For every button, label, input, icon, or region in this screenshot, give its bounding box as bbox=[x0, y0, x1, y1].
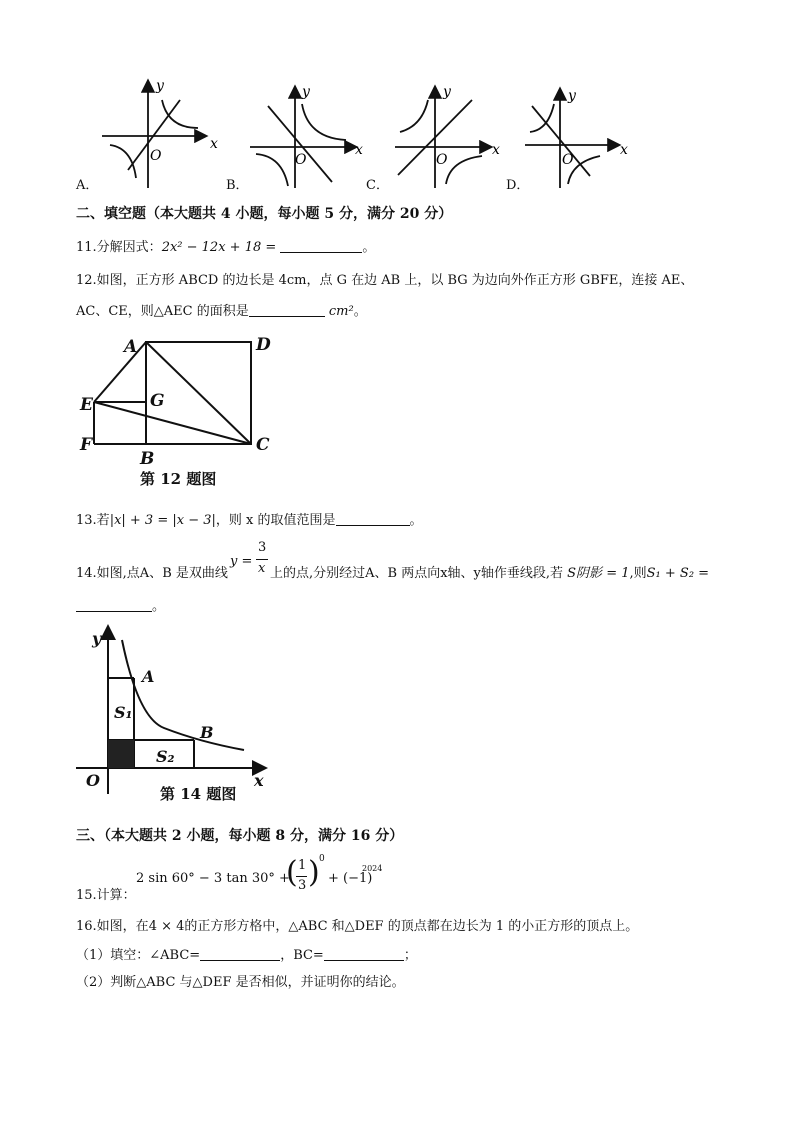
q11 bbox=[76, 238, 375, 257]
q14-prefix: 14.如图,点A、B 是双曲线 bbox=[76, 566, 228, 581]
graph-d-x-label: x bbox=[620, 142, 628, 158]
q14-label-o: O bbox=[86, 771, 100, 790]
q14-sum: S₁ + S₂ = bbox=[646, 566, 710, 581]
q15-frac-num: 1 bbox=[298, 858, 307, 873]
q11-end: 。 bbox=[362, 240, 376, 255]
q15-expr-a: 2 sin 60° − 3 tan 30° + bbox=[136, 871, 290, 886]
q14-end: 。 bbox=[152, 599, 166, 614]
q14-then: ,则 bbox=[629, 566, 647, 581]
q15-exp0: 0 bbox=[319, 854, 325, 864]
q12-label-a: A bbox=[124, 337, 138, 357]
q16-grid: 4 × 4 bbox=[148, 919, 185, 934]
graph-a-y-label: y bbox=[156, 78, 164, 94]
graph-a-x-label: x bbox=[210, 136, 218, 152]
q13-prefix: 13.若 bbox=[76, 513, 110, 528]
option-c-label: C． bbox=[366, 178, 389, 193]
graph-d bbox=[525, 90, 618, 188]
q12-label-f: F bbox=[80, 435, 93, 455]
q14-label-s1: S₁ bbox=[114, 703, 133, 722]
q16-angle-blank[interactable] bbox=[200, 946, 280, 961]
q14-label-x: x bbox=[254, 771, 264, 790]
q12-answer-blank[interactable] bbox=[249, 302, 325, 317]
q12-label-d: D bbox=[256, 335, 271, 355]
q15-frac-den: 3 bbox=[298, 878, 307, 893]
q14-function bbox=[230, 540, 270, 580]
q12-figure bbox=[76, 330, 286, 490]
q16-line1 bbox=[76, 918, 638, 936]
graph-c-y-label: y bbox=[443, 84, 451, 100]
q14-mid: 上的点,分别经过A、B 两点向x轴、y轴作垂线段,若 bbox=[270, 566, 564, 581]
graph-b-y-label: y bbox=[302, 84, 310, 100]
option-d-label: D． bbox=[506, 178, 530, 193]
q14-label-y: y bbox=[92, 629, 102, 648]
q14-shaded-region bbox=[108, 740, 134, 768]
q14-caption: 第 14 题图 bbox=[160, 785, 237, 803]
q16-p1b: ，BC= bbox=[280, 948, 324, 963]
q11-prefix: 11.分解因式： bbox=[76, 240, 162, 255]
q16-part1 bbox=[76, 946, 417, 965]
q16-line1b: 的正方形方格中，△ABC 和△DEF 的顶点都在边长为 1 的小正方形的顶点上。 bbox=[184, 919, 639, 934]
graph-c bbox=[395, 88, 490, 188]
q14-figure bbox=[76, 622, 276, 808]
q12-label-g: G bbox=[150, 391, 165, 411]
graph-c-origin: O bbox=[436, 152, 448, 168]
option-a-label: A． bbox=[76, 178, 99, 193]
q15-exp2024: 2024 bbox=[362, 864, 383, 873]
graph-a-origin: O bbox=[150, 148, 162, 164]
q12-label-e: E bbox=[80, 395, 93, 415]
graph-b-origin: O bbox=[295, 152, 307, 168]
q12-line2-text: AC、CE，则△AEC 的面积是 bbox=[76, 304, 249, 319]
q12-unit: cm² bbox=[328, 304, 354, 319]
graph-b bbox=[250, 88, 355, 188]
q14-func-lhs: y = bbox=[230, 554, 253, 569]
q14-func-num: 3 bbox=[258, 540, 267, 555]
q14-label-s2: S₂ bbox=[156, 747, 175, 766]
q13-expr: |x| + 3 = |x − 3| bbox=[109, 513, 216, 528]
graph-c-x-label: x bbox=[492, 142, 500, 158]
graph-a bbox=[102, 82, 205, 188]
q14-line2 bbox=[76, 597, 165, 616]
q14-line1-rest bbox=[270, 565, 709, 583]
option-graphs bbox=[70, 70, 640, 195]
q16-p1a: （1）填空：∠ABC= bbox=[76, 948, 201, 963]
q11-answer-blank[interactable] bbox=[280, 238, 362, 253]
q15-expr-b: + (−1) bbox=[328, 871, 373, 886]
section3-title: 三、（本大题共 2 小题，每小题 8 分，满分 16 分） bbox=[76, 828, 404, 844]
q16-part2: （2）判断△ABC 与△DEF 是否相似，并证明你的结论。 bbox=[76, 975, 405, 990]
q13 bbox=[76, 511, 423, 530]
q12-line2 bbox=[76, 302, 367, 321]
q13-answer-blank[interactable] bbox=[336, 511, 410, 526]
option-b-label: B． bbox=[226, 178, 249, 193]
q12-label-c: C bbox=[256, 435, 270, 455]
q15-prefix: 15.计算： bbox=[76, 888, 136, 903]
q16-line1a: 16.如图，在 bbox=[76, 919, 149, 934]
q16-p1c: ； bbox=[403, 948, 417, 963]
graph-b-x-label: x bbox=[355, 142, 363, 158]
graph-d-y-label: y bbox=[568, 88, 576, 104]
q12-line1: 12.如图，正方形 ABCD 的边长是 4cm，点 G 在边 AB 上，以 BG 为边向外作正方形 GBFE，连接 AE、 bbox=[76, 273, 694, 288]
q12-caption: 第 12 题图 bbox=[140, 470, 217, 488]
graph-d-origin: O bbox=[562, 152, 574, 168]
q16-bc-blank[interactable] bbox=[324, 946, 404, 961]
q11-expr: 2x² − 12x + 18 = bbox=[161, 240, 277, 255]
q12-label-b: B bbox=[140, 449, 155, 469]
q14-shade: S阴影 = 1 bbox=[567, 566, 630, 581]
q14-label-b: B bbox=[200, 723, 214, 742]
q13-end: 。 bbox=[409, 513, 423, 528]
q14-func-den: x bbox=[258, 561, 266, 576]
q14-answer-blank[interactable] bbox=[76, 597, 152, 612]
q14-label-a: A bbox=[142, 667, 155, 686]
q15-expression: 2 sin 60° − 3 tan 30° + ( 1 3 ) 0 + (−1) 2024 bbox=[136, 854, 383, 893]
q13-mid: ，则 x 的取值范围是 bbox=[215, 513, 336, 528]
q12-end: 。 bbox=[353, 304, 367, 319]
section2-title: 二、填空题（本大题共 4 小题，每小题 5 分，满分 20 分） bbox=[76, 206, 453, 222]
